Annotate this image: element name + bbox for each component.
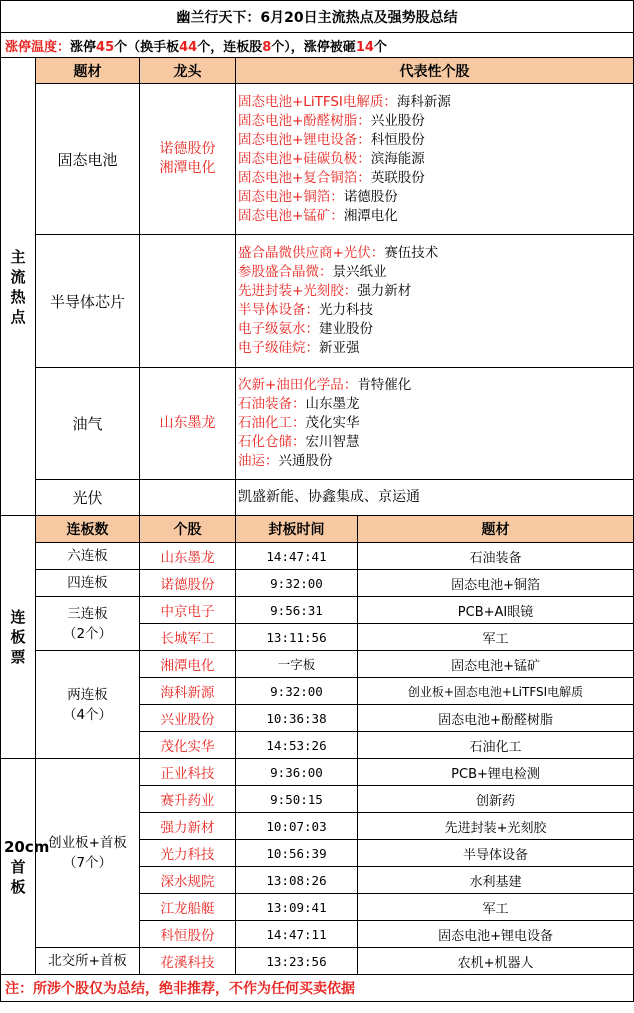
- time-cell: 9:56:31: [236, 597, 358, 624]
- reps-cell: 盛合晶微供应商+光伏：赛伍技术 参股盛合晶微：景兴纸业 先进封装+光刻胶：强力新材 半导体设备：光力科技 电子级氨水：建业股份 电子级硅烷：新亚强: [236, 235, 634, 368]
- stock-cell: 湘潭电化: [140, 651, 236, 678]
- hot-side-label: 主流热点: [1, 58, 36, 516]
- stock-cell: 赛升药业: [140, 786, 236, 813]
- stock-cell: 山东墨龙: [140, 543, 236, 570]
- leader-cell: 诺德股份 湘潭电化: [140, 84, 236, 235]
- hot-header-theme: 题材: [36, 58, 140, 84]
- temperature-line: 涨停温度：涨停45个（换手板44个，连板股8个），涨停被砸14个: [1, 33, 634, 58]
- time-cell: 9:32:00: [236, 570, 358, 597]
- time-cell: 14:47:11: [236, 921, 358, 948]
- time-cell: 9:32:00: [236, 678, 358, 705]
- board-group: 四连板: [36, 570, 140, 597]
- time-cell: 10:56:39: [236, 840, 358, 867]
- theme-cell: 固态电池: [36, 84, 140, 235]
- theme-cell: 半导体设备: [358, 840, 634, 867]
- stock-cell: 茂化实华: [140, 732, 236, 759]
- stock-cell: 中京电子: [140, 597, 236, 624]
- board-group: 三连板 （2个）: [36, 597, 140, 651]
- time-cell: 14:47:41: [236, 543, 358, 570]
- theme-cell: 石油装备: [358, 543, 634, 570]
- time-cell: 9:36:00: [236, 759, 358, 786]
- time-cell: 14:53:26: [236, 732, 358, 759]
- time-cell: 13:23:56: [236, 948, 358, 975]
- theme-cell: 军工: [358, 624, 634, 651]
- theme-cell: 半导体芯片: [36, 235, 140, 368]
- hot-header-reps: 代表性个股: [236, 58, 634, 84]
- consec-header-time: 封板时间: [236, 516, 358, 543]
- disclaimer-note: 注：所涉个股仅为总结，绝非推荐，不作为任何买卖依据: [1, 975, 634, 1002]
- leader-cell: [140, 480, 236, 516]
- consec-header-stock: 个股: [140, 516, 236, 543]
- temperature-label: 涨停温度：: [5, 39, 71, 55]
- theme-cell: 固态电池+锂电设备: [358, 921, 634, 948]
- stock-cell: 正业科技: [140, 759, 236, 786]
- hot-header-leader: 龙头: [140, 58, 236, 84]
- table-row: [1, 759, 634, 786]
- theme-cell: 农机+机器人: [358, 948, 634, 975]
- stock-cell: 兴业股份: [140, 705, 236, 732]
- consec-header-theme: 题材: [358, 516, 634, 543]
- theme-cell: 先进封装+光刻胶: [358, 813, 634, 840]
- hot-row: [1, 84, 634, 235]
- time-cell: 13:08:26: [236, 867, 358, 894]
- stock-cell: 深水规院: [140, 867, 236, 894]
- hot-row: [1, 235, 634, 368]
- limit-up-count: 45: [96, 39, 115, 55]
- theme-cell: 油气: [36, 368, 140, 480]
- time-cell: 10:36:38: [236, 705, 358, 732]
- theme-cell: 创业板+固态电池+LiTFSI电解质: [358, 678, 634, 705]
- board-group: 六连板: [36, 543, 140, 570]
- stock-cell: 长城军工: [140, 624, 236, 651]
- stock-cell: 科恒股份: [140, 921, 236, 948]
- theme-cell: 创新药: [358, 786, 634, 813]
- reps-cell: 凯盛新能、协鑫集成、京运通: [236, 480, 634, 516]
- table-row: [1, 651, 634, 678]
- turnover-count: 44: [179, 39, 198, 55]
- theme-cell: PCB+锂电检测: [358, 759, 634, 786]
- stock-cell: 光力科技: [140, 840, 236, 867]
- broken-count: 14: [355, 39, 374, 55]
- theme-cell: PCB+AI眼镜: [358, 597, 634, 624]
- first-board-side-label: 20cm首板: [1, 759, 36, 975]
- table-row: [1, 597, 634, 624]
- table-row: [1, 570, 634, 597]
- consec-side-label: 连板票: [1, 516, 36, 759]
- theme-cell: 石油化工: [358, 732, 634, 759]
- time-cell: 9:50:15: [236, 786, 358, 813]
- stock-cell: 花溪科技: [140, 948, 236, 975]
- table-row: [1, 543, 634, 570]
- reps-cell: 次新+油田化学品：肯特催化 石油装备：山东墨龙 石油化工：茂化实华 石化仓储：宏川智慧 油运：兴通股份: [236, 368, 634, 480]
- theme-cell: 光伏: [36, 480, 140, 516]
- time-cell: 10:07:03: [236, 813, 358, 840]
- time-cell: 一字板: [236, 651, 358, 678]
- theme-cell: 固态电池+锰矿: [358, 651, 634, 678]
- time-cell: 13:09:41: [236, 894, 358, 921]
- table-row: [1, 948, 634, 975]
- leader-cell: 山东墨龙: [140, 368, 236, 480]
- theme-cell: 固态电池+酚醛树脂: [358, 705, 634, 732]
- board-group: 北交所+首板: [36, 948, 140, 975]
- board-group: 两连板 （4个）: [36, 651, 140, 759]
- board-group: 创业板+首板 （7个）: [36, 759, 140, 948]
- time-cell: 13:11:56: [236, 624, 358, 651]
- hot-row: [1, 480, 634, 516]
- leader-cell: [140, 235, 236, 368]
- stock-cell: 海科新源: [140, 678, 236, 705]
- stock-cell: 诺德股份: [140, 570, 236, 597]
- hot-row: [1, 368, 634, 480]
- page-title: 幽兰行天下：6月20日主流热点及强势股总结: [1, 1, 634, 33]
- consec-count: 8: [262, 39, 272, 55]
- stock-cell: 江龙船艇: [140, 894, 236, 921]
- theme-cell: 军工: [358, 894, 634, 921]
- stock-cell: 强力新材: [140, 813, 236, 840]
- consec-header-boards: 连板数: [36, 516, 140, 543]
- theme-cell: 固态电池+铜箔: [358, 570, 634, 597]
- theme-cell: 水利基建: [358, 867, 634, 894]
- reps-cell: 固态电池+LiTFSI电解质：海科新源 固态电池+酚醛树脂：兴业股份 固态电池+锂电设备：科恒股份 固态电池+硅碳负极：滨海能源 固态电池+复合铜箔：英联股份 固态电池+铜箔：诺德股份 固态电池+锰矿：湘潭电化: [236, 84, 634, 235]
